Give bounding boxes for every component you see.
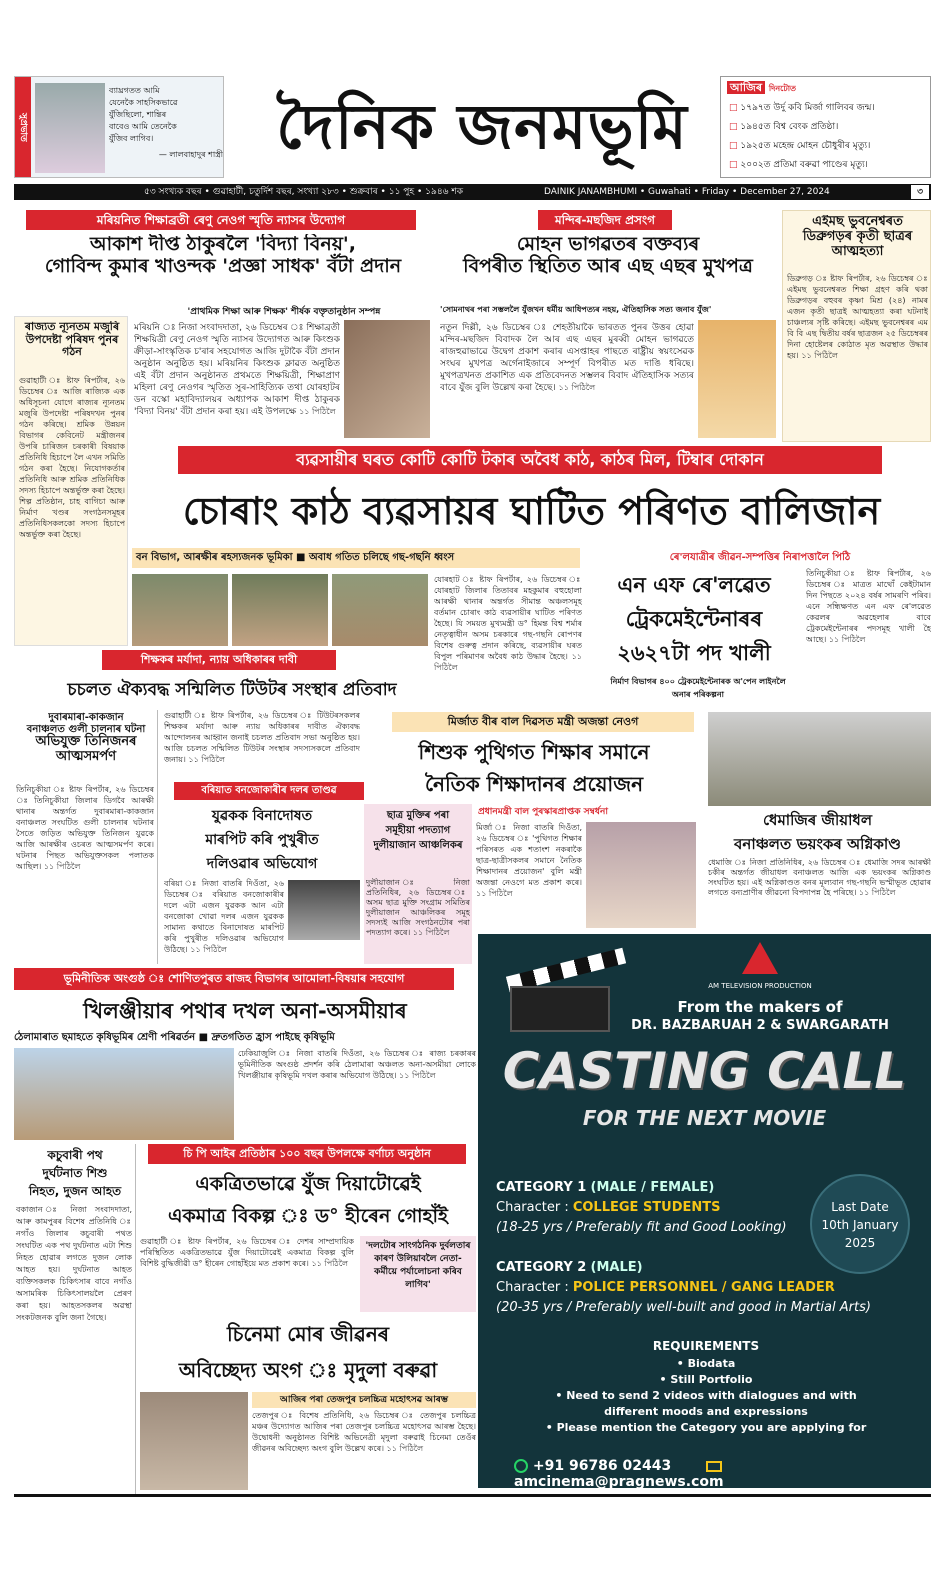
story2-subhead: 'সোমনাথৰ পৰা সম্ভললৈ যুঁজখন ধৰ্মীয় আধিপত্যৰ নহয়, ঐতিহাসিক সত্য জনাব যুঁজ' (440, 305, 712, 314)
today-list (729, 99, 929, 175)
tutor-kicker: শিক্ষকৰ মৰ্যাদা, ন্যায় অধিকাৰৰ দাবী (102, 650, 336, 670)
today-item: □ ১৯২৫ত মহেন্দ্ৰ মোহন চৌধুৰীৰ মৃত্যু। (729, 141, 871, 151)
cpi-kicker: চি পি আইৰ প্ৰতিষ্ঠাৰ ১০০ বছৰ উপলক্ষে বৰ্ণাঢ্য অনুষ্ঠান (148, 1144, 466, 1164)
story1-subhead: 'প্ৰাথমিক শিক্ষা আৰু শিক্ষক' শীৰ্ষক বক্তৃতানুষ্ঠান সম্পন্ন (187, 307, 381, 317)
lead-subhead: বন বিভাগ, আৰক্ষীৰ ৰহস্যজনক ভূমিকা ■ অবাধ গতিত চলিছে গছ-গছনি ধ্বংস (132, 548, 580, 568)
rail-body: তিনিচুকীয়া ঃ ষ্টাফ ৰিপৰ্টাৰ, ২৬ ডিচেম্বৰ ঃ মাত্ৰত মাথোঁ কেইটামান দিন পিছতে ২০২৪ বৰ্ষৰ সামৰণি পৰিব। এনে সন্ধিক্ষণত এন এফ ৰে'লৱেত কেৱলৰ অৱহেলাৰ বাবে ট্ৰেকমেইন্টেনাৰৰ পদসমূহ খালী হৈ আছে। ১১ পিঠিলৈ (806, 569, 931, 644)
mail-icon (706, 1461, 722, 1472)
cinema-kicker: আজিৰ পৰা তেজপুৰ চলচ্চিত্ৰ মহোৎসৱ আৰম্ভ (252, 1392, 476, 1408)
child-body: বকাজান ঃ নিজা সংবাদদাতা, আৰু কামপুৰৰ বিশেষ প্ৰতিনিধি ঃ নগাঁও জিলাৰ কচুবাৰী পথত সংঘটিত এক পথ দুৰ্ঘটনাত এটা শিশু নিহত হোৱাৰ লগতে দুজন লোক আহত হয়। দুৰ্ঘটনাত আহত ব্যক্তিসকলক চিকিৎসাৰ বাবে নগাঁও অসামৰিক চিকিৎসালয়লৈ প্ৰেৰণ কৰা হয়। আহতসকলৰ অৱস্থা সংকটজনক বুলি জনা গৈছে। (16, 1205, 132, 1322)
timber-photo-3 (332, 574, 428, 646)
story2-kicker: মন্দিৰ-মছজিদ প্ৰসংগ (538, 210, 672, 230)
cinema-headline: চিনেমা মোৰ জীৱনৰ অবিচ্ছেদ্য অংগ ঃ মৃদুলা বৰুৱা (178, 1322, 438, 1382)
today-item: □ ১৭৯৭ত উৰ্দু কবি মিৰ্জা গালিবৰ জন্ম। (729, 103, 875, 113)
moral-kicker: মিৰ্জাত বীৰ বাল দিৱসত মন্ত্ৰী অজন্তা নেওগ (392, 712, 694, 732)
whatsapp-icon (514, 1459, 528, 1473)
lead-body: যোৰহাট ঃ ষ্টাফ ৰিপৰ্টাৰ, ২৬ ডিচেম্বৰ ঃ যোৰহাট জিলাৰ তিতাবৰ মহকুমাৰ বহুহোলা আৰক্ষী থানাৰ অন্তৰ্গত সীমান্ত অঞ্চলসমূহ বৰ্তমান চোৰাং কাঠ ব্যৱসায়ীৰ ঘাটিত পৰিণত হৈছে। যি সময়ত মুখ্যমন্ত্ৰী ড° হিমন্ত বিশ্ব শৰ্মাৰ নেতৃত্বাধীন অসম চৰকাৰে গছ-গছনি ৰোপণৰ বিশেষ গুৰুত্ব প্ৰদান কৰিছে, ব্যৱসায়ীৰ ঘৰত বিপুল পৰিমাণৰ অবৈধ কাঠ উদ্ধাৰ হৈছে। ১১ পিঠিলৈ (434, 575, 582, 672)
story4-box (14, 316, 128, 646)
union-body: দুলীয়াজান ঃ নিজা প্ৰতিনিধিৰ, ২৬ ডিচেম্বৰ ঃ অসম ছাত্ৰ মুক্তি সংগ্ৰাম সমিতিৰ দুলীয়াজান আঞ্চলিকৰ সমূহ সদস্যই আজি সংগঠনটোৰ পৰা পদত্যাগ কৰে। ১১ পিঠিলৈ (366, 878, 470, 937)
bottom-rule (14, 1494, 931, 1497)
story1-headline: আকাশ দীপ্ত ঠাকুৰলৈ 'বিদ্যা বিনয়', গোবিন্দ কুমাৰ খাওন্দক 'প্ৰজ্ঞা সাধক' বঁটা প্ৰদান (44, 234, 402, 277)
story4-body: গুৱাহাটী ঃ ষ্টাফ ৰিপৰ্টাৰ, ২৬ ডিচেম্বৰ ঃ আজি ৰাজ্যিক এক অধিসূচনা যোগে ৰাজ্যৰ ন্যূনতম মজুৰি উপদেষ্টা পৰিষদখন পুনৰ গঠন কৰিছে। শ্ৰমিক উন্নয়ন বিভাগৰ কেবিনেট মন্ত্ৰীজনৰ উপৰি চাৰিজন চৰকাৰী বিষয়াক প্ৰতিনিধি হিচাপে লৈ এখন সমিতি গঠন কৰা হৈছে। নিযোগকৰ্তাৰ প্ৰতিনিধি আৰু শ্ৰমিক প্ৰতিনিধিক সদস্য হিচাপে অন্তৰ্ভুক্ত কৰা হৈছে। শিল্প প্ৰতিষ্ঠান, চাহ বাগিচা আৰু নিৰ্মাণ খণ্ডৰ সংগঠনসমূহৰ প্ৰতিনিধিসকলকো সদস্য হিচাপে অন্তৰ্ভুক্ত কৰা হৈছে। (19, 376, 125, 539)
today-label: আজিৰ দিনটোত (727, 79, 796, 98)
child-box (14, 1144, 136, 1494)
cinema-body: তেজপুৰ ঃ বিশেষ প্ৰতিনিধি, ২৬ ডিচেম্বৰ ঃ তেজপুৰ চলচ্চিত্ৰ মঞ্চৰ উদ্যোগত আজিৰ পৰা তেজপুৰ চলচ্চিত্ৰ মহোৎসৱ আৰম্ভ হৈছে। উদ্বোধনী অনুষ্ঠানত বিশিষ্ট অভিনেত্ৰী মৃদুলা বৰুৱাই চিনেমা তেওঁৰ জীৱনৰ অবিচ্ছেদ্য অংগ বুলি উল্লেখ কৰে। ১১ পিঠিলৈ (252, 1411, 476, 1453)
story1-body: মৰিয়নি ঃ নিজা সংবাদদাতা, ২৬ ডিচেম্বৰ ঃ শিক্ষাব্ৰতী শিক্ষয়িত্ৰী ৰেণু নেওগ স্মৃতি ন্যাসৰ উদ্যোগত আৰু কিংশুক ক্ৰীড়া-সাংস্কৃতিক চ'ৰাৰ সহযোগত আজি দুটাকৈ বঁটা প্ৰদান অনুষ্ঠান অনুষ্ঠিত হয়। মৰিয়নিৰ কিংশুক ক্লাৱত অনুষ্ঠিত এই বঁটা প্ৰদান অনুষ্ঠানত প্ৰথমতে শিক্ষয়িত্ৰী, শিক্ষাপ্ৰাণ মহিলা ৰেণু নেওগৰ স্মৃতিত সুৰ-সাহিত্যিক তথা যোৰহাটৰ ডন বস্কো মহাবিদ্যালয়ৰ অধ্যাপক আকাশ দীপ্ত ঠাকুৰক 'বিদ্যা বিনয়' বঁটা প্ৰদান কৰা হয়। এই উপলক্ষে ১১ পিঠিলৈ (134, 323, 340, 417)
story2-headline: মোহন ভাগৱতৰ বক্তব্যৰ বিপৰীত স্থিতিত আৰ এছ এছৰ মুখপত্ৰ (463, 234, 753, 277)
story3-body: ডিব্ৰুগড় ঃ ষ্টাফ ৰিপৰ্টাৰ, ২৬ ডিচেম্বৰ ঃ এইমছ ভুবনেশ্বৰত শিক্ষা গ্ৰহণ কৰি থকা ডিব্ৰুগড়ৰ বহুবৰ কৃষ্ণা মিশ্ৰ (২৪) নামৰ এজন কৃতী ছাত্ৰই আত্মহত্যা কৰা ঘটনাই চাঞ্চল্যৰ সৃষ্টি কৰিছে। এইমছ ভুবনেশ্বৰৰ এম বি বি এছ দ্বিতীয় বৰ্ষৰ ছাত্ৰজন ২৫ ডিচেম্বৰৰ দিনা হোষ্টেলৰ কোঠাত মৃত অৱস্থাত উদ্ধাৰ হয়। ১১ পিঠিলৈ (787, 274, 928, 360)
timber-photo-1 (132, 574, 228, 646)
kheloni-subhead: ঠেলামাৰাত ছমাহতে কৃষিভূমিৰ শ্ৰেণী পৰিৱৰ্তন ■ দ্ৰুতগতিত হ্ৰাস পাইছে কৃষিভূমি (14, 1032, 335, 1043)
cpi-quote: 'দলটোৰ সাংগঠনিক দুৰ্বলতাৰ কাৰণ উলিয়াবলৈ নেতা-কৰ্মীয়ে পৰ্যালোচনা কৰিব লাগিব' (360, 1236, 476, 1312)
today-box (720, 76, 931, 178)
today-item: □ ২০০২ত প্ৰতিমা বৰুৱা পাণ্ডেৰ মৃত্যু। (729, 160, 868, 170)
union-headline: ছাত্ৰ মুক্তিৰ পৰা সমূহীয়া পদত্যাগ দুলীয়াজান আঞ্চলিকৰ (373, 810, 463, 851)
side-label: সুপ্ৰভাত (15, 77, 31, 177)
tutor-body: গুৱাহাটী ঃ ষ্টাফ ৰিপৰ্টাৰ, ২৬ ডিচেম্বৰ ঃ টিউটৰসকলৰ শিক্ষকৰ মৰ্যাদা আৰু ন্যায় অধিকাৰৰ দাবীত ঐক্যবদ্ধ আন্দোলনৰ আহ্বান জনাই চচলত প্ৰতিবাদ সভা অনুষ্ঠিত হয়। আজি চচলত সন্মিলিত টিউটৰ সংস্থাৰ সদস্যসকলে প্ৰতিবাদ জনায়। ১১ পিঠিলৈ (164, 711, 360, 764)
ad-logo-text: AM TELEVISION PRODUCTION (708, 982, 812, 990)
story3-headline: এইমছ ভুবনেশ্বৰত ডিব্ৰুগড়ৰ কৃতী ছাত্ৰৰ আত্মহত্যা (802, 215, 913, 259)
ad-email[interactable]: amcinema@pragnews.com (514, 1474, 724, 1488)
rail-headline: এন এফ ৰে'লৱেত ট্ৰেকমেইন্টেনাৰৰ ২৬২৭টা পদ খালী (617, 573, 771, 665)
last-date-badge: Last Date 10th January 2025 (810, 1174, 910, 1274)
ad-title: CASTING CALL (502, 1042, 907, 1100)
award-photo (344, 320, 430, 438)
requirements: REQUIREMENTS • Biodata • Still Portfolio • Need to send 2 videos with dialogues and with different moods and expressions • Please mention the Category you are applying for (545, 1339, 867, 1434)
child-headline: কচুবাৰী পথ দুৰ্ঘটনাত শিশু নিহত, দুজন আহত (28, 1148, 122, 1198)
lead-headline: চোৰাং কাঠ ব্যৱসায়ৰ ঘাটিত পৰিণত বালিজান (182, 489, 881, 533)
fight-body: বৰিয়া ঃ নিজা বাতৰি দিওঁতা, ২৬ ডিচেম্বৰ ঃ বৰিয়াত বনজোকাৰীৰ দলে এটা এজন যুৱকক আন এটা বনজোকা খোৱা দলৰ এজন যুৱকক সামান্য কথাতে বিনাদোষত মাৰপিট কৰি পুখুৰীত দলিওৱাৰ অভিযোগ উঠিছে। ১১ পিঠিলৈ (164, 879, 284, 954)
cpi-headline: একত্ৰিতভাৱে যুঁজ দিয়াটোৱেই একমাত্ৰ বিকল্প ঃ ড° হীৰেন গোহাঁই (168, 1173, 448, 1227)
fire-headline: ধেমাজিৰ জীয়াধল বনাঞ্চলত ভয়ংকৰ অগ্নিকাণ্ড (734, 811, 901, 853)
story4-headline: ৰাজ্যত ন্যূনতম মজুৰি উপদেষ্টা পৰিষদ পুনৰ গঠন (24, 321, 120, 359)
moral-headline: শিশুক পুথিগত শিক্ষাৰ সমানে নৈতিক শিক্ষাদানৰ প্ৰয়োজন (418, 740, 650, 796)
kheloni-headline: খিলঞ্জীয়াৰ পথাৰ দখল অনা-অসমীয়াৰ (83, 999, 407, 1023)
ad-subtitle: FOR THE NEXT MOVIE (582, 1106, 827, 1130)
masthead (14, 76, 931, 182)
rail-subhead: নিৰ্মাণ বিভাগৰ ৪০০ ট্ৰেকমেইন্টেনাৰক অ'পেন লাইনলৈ অনাৰ পৰিকল্পনা (610, 677, 786, 699)
quote-box (14, 76, 224, 178)
story2-body: নতুন দিল্লী, ২৬ ডিচেম্বৰ ঃ শেহতীয়াকৈ ভাৰতত পুনৰ উত্তৰ হোৱা মন্দিৰ-মছজিদ বিবাদক লৈ আৰ এছ এছৰ মুৰব্বী মোহন ভাগৱতে ৰাজহুৱাভাৱে উদ্বেগ প্ৰকাশ কৰাৰ এসপ্তাহৰ পাছতে ৰাষ্ট্ৰীয় স্বয়ংসেৱক সংঘৰ মুখপত্ৰ অৰ্গেনাইজাৰে সম্পূৰ্ণ বিপৰীত মত দাঙি ধৰিছে। মুখপত্ৰখনত প্ৰকাশিত এক প্ৰতিবেদনত সম্ভলৰ বিবাদ ঐতিহাসিক সত্যৰ বাবে যুঁজ বুলি উল্লেখ কৰা হৈছে। ১১ পিঠিলৈ (440, 323, 694, 393)
ad-phone[interactable]: +91 96786 02443 (532, 1458, 672, 1474)
farmland-photo (14, 1048, 234, 1140)
dateline: ৫৩ সংখ্যক বছৰ • গুৱাহাটী, চতুৰ্দিশ বছৰ, সংখ্যা ২৮৩ • শুক্ৰবাৰ • ১১ পুহ • ১৯৪৬ শক DAINIK JANAMBHUMI • Guwahati • Friday • December 27, 2024 ৩ (14, 184, 931, 200)
story3-box (782, 210, 931, 442)
ad-makers: DR. BAZBARUAH 2 & SWARGARATH (631, 1018, 889, 1033)
portrait-photo (35, 83, 105, 173)
moral-subhead: প্ৰধানমন্ত্ৰী বাল পুৰস্কাৰপ্ৰাপ্তক সম্বৰ্ধনা (478, 807, 608, 817)
newspaper-title: দৈনিক জনমভূমি (276, 90, 688, 163)
kheloni-kicker: ভূমিনীতিক অংগুষ্ঠ ঃ শোণিতপুৰত ৰাজহ বিভাগৰ আমোলা-বিষয়াৰ সহযোগ (14, 968, 454, 990)
casting-call-ad (478, 934, 931, 1488)
union-box (364, 804, 472, 964)
today-item: □ ১৯৪৫ত বিশ্ব বেংক প্ৰতিষ্ঠা। (729, 122, 839, 132)
kheloni-body: ঢেকিয়াজুলি ঃ নিজা বাতৰি দিওঁতা, ২৬ ডিচেম্বৰ ঃ ৰাজ্য চৰকাৰৰ ভূমিনীতিক অংগুষ্ঠ প্ৰদৰ্শন কৰি ঠেলামাৰা অঞ্চলত অনা-অসমীয়া লোকে খিলঞ্জীয়াৰ কৃষিভূমি দখল কৰাৰ অভিযোগ উঠিছে। ১১ পিঠিলৈ (238, 1049, 476, 1080)
tutor-headline: চচলত ঐক্যবদ্ধ সন্মিলিত টিউটৰ সংস্থাৰ প্ৰতিবাদ (67, 680, 397, 700)
page-number: ৩ (911, 185, 929, 199)
story1-kicker: মৰিয়নিত শিক্ষাব্ৰতী ৰেণু নেওগ স্মৃতি ন্যাসৰ উদ্যোগ (26, 210, 416, 230)
surrender-body: তিনিচুকীয়া ঃ ষ্টাফ ৰিপৰ্টাৰ, ২৬ ডিচেম্বৰ ঃ তিনিচুকীয়া জিলাৰ ডিগবৈ আৰক্ষী থানাৰ অন্তৰ্গত দুবাৰমাৰা-কাকজান বনাঞ্চলত সংঘটিত গুলী চালনাৰ ঘটনাৰ সৈতে জড়িত অভিযুক্ত তিনিজন যুৱকে আজি আৰক্ষীৰ ওচৰত আত্মসমৰ্পণ কৰে। ঘটনাৰ পিছত অভিযুক্তসকল পলাতক আছিল। ১১ পিঠিলৈ (16, 785, 154, 871)
moral-body: মিৰ্জা ঃ নিজা বাতৰি দিওঁতা, ২৬ ডিচেম্বৰ ঃ 'পুথিগত শিক্ষাৰ পৰিসৰত এক শতাংশ নকৰাকৈ ছাত্ৰ-ছাত্ৰীসকলৰ সমানে নৈতিক শিক্ষাদানৰ প্ৰয়োজন' বুলি মন্ত্ৰী অজন্তা নেওগে মত প্ৰকাশ কৰে। ১১ পিঠিলৈ (476, 823, 582, 898)
youth-photo (288, 880, 360, 940)
surrender-box (14, 710, 158, 964)
fight-kicker: বৰিয়াত বনজোকাৰীৰ দলৰ তাণ্ডৱ (174, 782, 364, 800)
rail-kicker: ৰে'লযাত্ৰীৰ জীৱন-সম্পত্তিৰ নিৰাপত্তালৈ পিঠি (669, 552, 851, 563)
fire-body: ধেমাজি ঃ নিজা প্ৰতিনিধিৰ, ২৬ ডিচেম্বৰ ঃ ধেমাজি সদৰ আৰক্ষী চকীৰ অন্তৰ্গত জীয়াধল বনাঞ্চলত আজি এক ভয়ংকৰ অগ্নিকাণ্ড সংঘটিত হয়। এই অগ্নিকাণ্ডত বনৰ মূল্যবান গছ-গছনি ভস্মীভূত হোৱাৰ লগতে বন্যপ্ৰাণীৰ জীৱনো বিপদাপন্ন হৈ পৰিছে। ১১ পিঠিলৈ (708, 858, 931, 897)
ceremony-photo (586, 822, 696, 928)
category1: CATEGORY 1 (MALE / FEMALE) Character : COLLEGE STUDENTS (18-25 yrs / Preferably fit and Good Looking) (496, 1180, 787, 1235)
ad-contact (514, 1458, 914, 1488)
cpi-body: গুৱাহাটী ঃ ষ্টাফ ৰিপৰ্টাৰ, ২৬ ডিচেম্বৰ ঃ দেশৰ সাম্প্ৰদায়িক পৰিস্থিতিত একত্ৰিতভাৱে যুঁজ দিয়াটোৱেই একমাত্ৰ বিকল্প বুলি বিশিষ্ট বুদ্ধিজীৱী ড° হীৰেন গোহাঁইয়ে মত প্ৰকাশ কৰে। ১১ পিঠিলৈ (140, 1237, 354, 1268)
fight-headline: যুৱকক বিনাদোষত মাৰপিট কৰি পুখুৰীত দলিওৱাৰ অভিযোগ (205, 808, 319, 872)
am-logo-icon (740, 940, 780, 980)
category2: CATEGORY 2 (MALE) Character : POLICE PERSONNEL / GANG LEADER (20-35 yrs / Preferably well-built and good in Martial Arts) (496, 1260, 871, 1315)
festival-photo (140, 1392, 248, 1490)
bhagwat-photo (698, 320, 776, 438)
surrender-headline: দুবাৰমাৰা-কাকজান বনাঞ্চলত গুলী চালনাৰ ঘটনা অভিযুক্ত তিনিজনৰ আত্মসমৰ্পণ (26, 712, 146, 764)
lead-banner: ব্যৱসায়ীৰ ঘৰত কোটি কোটি টকাৰ অবৈধ কাঠ, কাঠৰ মিল, টিম্বাৰ দোকান (178, 446, 882, 474)
ad-from-line: From the makers of (677, 998, 843, 1016)
forest-fire-photo (708, 712, 931, 806)
quote-text: ব্যাঘ্ৰগতত আমি যেনেকৈ সাহসিকভাৱে যুঁজিছিলো, শান্তিৰ বাবেও আমি তেনেকৈ যুঁজিব লাগিব। — লালবাহাদুৰ শাস্ত্ৰী (109, 86, 223, 159)
timber-photo-2 (232, 574, 328, 646)
